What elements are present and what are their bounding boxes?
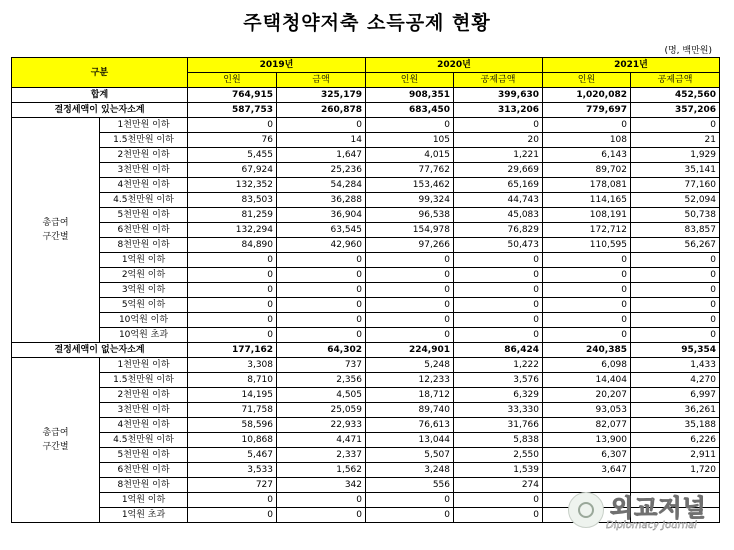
cell-value: 44,743 bbox=[454, 193, 543, 208]
cell-value: 2,550 bbox=[454, 448, 543, 463]
cell-value: 0 bbox=[631, 253, 720, 268]
cell-value: 6,143 bbox=[543, 148, 631, 163]
table-row bbox=[12, 433, 720, 448]
header-year-2021: 2021년 bbox=[543, 58, 720, 73]
table-row bbox=[12, 208, 720, 223]
cell-value: 0 bbox=[543, 328, 631, 343]
cell-value: 0 bbox=[277, 268, 366, 283]
income-band-label: 5천만원 이하 bbox=[100, 208, 188, 223]
table-row bbox=[12, 403, 720, 418]
income-band-label: 4.5천만원 이하 bbox=[100, 193, 188, 208]
header-category: 구분 bbox=[12, 58, 188, 88]
cell-value: 42,960 bbox=[277, 238, 366, 253]
cell-value: 0 bbox=[188, 328, 277, 343]
cell-value: 1,929 bbox=[631, 148, 720, 163]
cell-value: 1,720 bbox=[631, 463, 720, 478]
table-row bbox=[12, 373, 720, 388]
cell-value: 2,911 bbox=[631, 448, 720, 463]
cell-value: 50,738 bbox=[631, 208, 720, 223]
cell-value: 0 bbox=[543, 253, 631, 268]
cell-value: 0 bbox=[543, 268, 631, 283]
cell-value: 0 bbox=[454, 313, 543, 328]
cell-value: 153,462 bbox=[366, 178, 454, 193]
cell-value: 0 bbox=[188, 508, 277, 523]
cell-value: 52,094 bbox=[631, 193, 720, 208]
table-row bbox=[12, 253, 720, 268]
cell-value: 20 bbox=[454, 133, 543, 148]
header-row-years bbox=[12, 58, 720, 73]
watermark-name: 외교저널 bbox=[610, 494, 707, 522]
cell-value: 14,404 bbox=[543, 373, 631, 388]
cell-value: 71,758 bbox=[188, 403, 277, 418]
section1-subtotal-value: 587,753 bbox=[188, 103, 277, 118]
section2-subtotal-value: 64,302 bbox=[277, 343, 366, 358]
cell-value: 172,712 bbox=[543, 223, 631, 238]
globe-icon bbox=[568, 492, 604, 528]
cell-value: 81,259 bbox=[188, 208, 277, 223]
cell-value: 178,081 bbox=[543, 178, 631, 193]
table-row bbox=[12, 328, 720, 343]
cell-value: 2,337 bbox=[277, 448, 366, 463]
income-band-label: 6천만원 이하 bbox=[100, 223, 188, 238]
cell-value: 8,710 bbox=[188, 373, 277, 388]
cell-value: 1,222 bbox=[454, 358, 543, 373]
cell-value: 0 bbox=[366, 283, 454, 298]
cell-value: 0 bbox=[188, 493, 277, 508]
income-band-label: 8천만원 이하 bbox=[100, 478, 188, 493]
total-value: 764,915 bbox=[188, 88, 277, 103]
header-2019-people: 인원 bbox=[188, 73, 277, 88]
table-row bbox=[12, 313, 720, 328]
header-2021-amount: 공제금액 bbox=[631, 73, 720, 88]
cell-value: 5,455 bbox=[188, 148, 277, 163]
section2-subtotal-value: 177,162 bbox=[188, 343, 277, 358]
cell-value: 0 bbox=[454, 493, 543, 508]
cell-value: 58,596 bbox=[188, 418, 277, 433]
income-band-label: 2억원 이하 bbox=[100, 268, 188, 283]
cell-value: 10,868 bbox=[188, 433, 277, 448]
cell-value: 21 bbox=[631, 133, 720, 148]
total-row bbox=[12, 88, 720, 103]
cell-value: 6,997 bbox=[631, 388, 720, 403]
cell-value: 54,284 bbox=[277, 178, 366, 193]
cell-value: 132,294 bbox=[188, 223, 277, 238]
cell-value: 1,647 bbox=[277, 148, 366, 163]
cell-value: 14 bbox=[277, 133, 366, 148]
section1-subtotal-value: 260,878 bbox=[277, 103, 366, 118]
section1-subtotal-value: 313,206 bbox=[454, 103, 543, 118]
cell-value: 14,195 bbox=[188, 388, 277, 403]
table-row bbox=[12, 283, 720, 298]
cell-value: 0 bbox=[631, 328, 720, 343]
section1-subtotal-value: 357,206 bbox=[631, 103, 720, 118]
income-band-label: 2천만원 이하 bbox=[100, 148, 188, 163]
cell-value: 0 bbox=[188, 118, 277, 133]
income-band-label: 1천만원 이하 bbox=[100, 118, 188, 133]
cell-value: 5,467 bbox=[188, 448, 277, 463]
cell-value: 0 bbox=[366, 313, 454, 328]
cell-value: 0 bbox=[631, 298, 720, 313]
cell-value: 0 bbox=[277, 313, 366, 328]
cell-value: 67,924 bbox=[188, 163, 277, 178]
table-row bbox=[12, 178, 720, 193]
section1-group-label: 총급여 구간별 bbox=[12, 118, 100, 343]
cell-value: 93,053 bbox=[543, 403, 631, 418]
cell-value: 65,169 bbox=[454, 178, 543, 193]
cell-value: 36,288 bbox=[277, 193, 366, 208]
cell-value: 77,160 bbox=[631, 178, 720, 193]
income-band-label: 3천만원 이하 bbox=[100, 403, 188, 418]
cell-value: 0 bbox=[366, 508, 454, 523]
cell-value: 0 bbox=[366, 118, 454, 133]
cell-value: 45,083 bbox=[454, 208, 543, 223]
table-row bbox=[12, 358, 720, 373]
income-band-label: 1.5천만원 이하 bbox=[100, 133, 188, 148]
cell-value: 20,207 bbox=[543, 388, 631, 403]
income-band-label: 10억원 이하 bbox=[100, 313, 188, 328]
table-row bbox=[12, 148, 720, 163]
cell-value: 3,647 bbox=[543, 463, 631, 478]
income-band-label: 5천만원 이하 bbox=[100, 448, 188, 463]
cell-value: 6,226 bbox=[631, 433, 720, 448]
table-row bbox=[12, 223, 720, 238]
income-band-label: 6천만원 이하 bbox=[100, 463, 188, 478]
income-band-label: 1천만원 이하 bbox=[100, 358, 188, 373]
watermark-logo bbox=[562, 490, 722, 540]
cell-value: 0 bbox=[366, 268, 454, 283]
cell-value: 0 bbox=[543, 118, 631, 133]
cell-value: 35,188 bbox=[631, 418, 720, 433]
cell-value: 63,545 bbox=[277, 223, 366, 238]
cell-value: 0 bbox=[277, 328, 366, 343]
cell-value: 342 bbox=[277, 478, 366, 493]
cell-value: 33,330 bbox=[454, 403, 543, 418]
cell-value: 0 bbox=[454, 298, 543, 313]
cell-value: 0 bbox=[277, 508, 366, 523]
table-row bbox=[12, 133, 720, 148]
table-row bbox=[12, 118, 720, 133]
cell-value: 3,576 bbox=[454, 373, 543, 388]
cell-value: 154,978 bbox=[366, 223, 454, 238]
section2-subtotal-value: 224,901 bbox=[366, 343, 454, 358]
cell-value: 18,712 bbox=[366, 388, 454, 403]
cell-value: 89,702 bbox=[543, 163, 631, 178]
cell-value: 0 bbox=[366, 253, 454, 268]
cell-value: 56,267 bbox=[631, 238, 720, 253]
header-2019-amount: 금액 bbox=[277, 73, 366, 88]
table-row bbox=[12, 418, 720, 433]
table-row bbox=[12, 193, 720, 208]
cell-value: 96,538 bbox=[366, 208, 454, 223]
total-value: 452,560 bbox=[631, 88, 720, 103]
cell-value: 6,307 bbox=[543, 448, 631, 463]
total-value: 908,351 bbox=[366, 88, 454, 103]
income-band-label: 4천만원 이하 bbox=[100, 418, 188, 433]
cell-value: 84,890 bbox=[188, 238, 277, 253]
table-row bbox=[12, 298, 720, 313]
cell-value: 0 bbox=[188, 268, 277, 283]
cell-value: 0 bbox=[543, 283, 631, 298]
cell-value: 0 bbox=[543, 298, 631, 313]
section1-subtotal-value: 779,697 bbox=[543, 103, 631, 118]
cell-value: 0 bbox=[277, 118, 366, 133]
cell-value: 22,933 bbox=[277, 418, 366, 433]
income-band-label: 2천만원 이하 bbox=[100, 388, 188, 403]
section1-subtotal-label: 결정세액이 있는자소계 bbox=[12, 103, 188, 118]
cell-value: 13,044 bbox=[366, 433, 454, 448]
cell-value: 77,762 bbox=[366, 163, 454, 178]
cell-value: 0 bbox=[454, 508, 543, 523]
cell-value: 6,098 bbox=[543, 358, 631, 373]
cell-value: 0 bbox=[631, 268, 720, 283]
section2-subtotal-value: 240,385 bbox=[543, 343, 631, 358]
cell-value: 4,270 bbox=[631, 373, 720, 388]
cell-value: 76 bbox=[188, 133, 277, 148]
cell-value: 0 bbox=[454, 253, 543, 268]
cell-value: 0 bbox=[188, 253, 277, 268]
cell-value: 0 bbox=[277, 298, 366, 313]
cell-value: 2,356 bbox=[277, 373, 366, 388]
cell-value: 274 bbox=[454, 478, 543, 493]
cell-value: 25,059 bbox=[277, 403, 366, 418]
cell-value: 50,473 bbox=[454, 238, 543, 253]
cell-value: 105 bbox=[366, 133, 454, 148]
cell-value: 0 bbox=[277, 283, 366, 298]
header-year-2020: 2020년 bbox=[366, 58, 543, 73]
cell-value: 0 bbox=[454, 283, 543, 298]
cell-value: 114,165 bbox=[543, 193, 631, 208]
watermark-subtitle: Diplomacy Journal bbox=[606, 520, 697, 531]
cell-value: 0 bbox=[631, 283, 720, 298]
cell-value: 83,503 bbox=[188, 193, 277, 208]
cell-value: 4,015 bbox=[366, 148, 454, 163]
table-row bbox=[12, 268, 720, 283]
header-2021-people: 인원 bbox=[543, 73, 631, 88]
cell-value: 4,505 bbox=[277, 388, 366, 403]
cell-value: 737 bbox=[277, 358, 366, 373]
cell-value: 99,324 bbox=[366, 193, 454, 208]
deduction-table bbox=[11, 57, 720, 523]
cell-value: 0 bbox=[454, 118, 543, 133]
cell-value: 31,766 bbox=[454, 418, 543, 433]
cell-value: 0 bbox=[543, 313, 631, 328]
income-band-label: 1억원 이하 bbox=[100, 253, 188, 268]
cell-value: 12,233 bbox=[366, 373, 454, 388]
cell-value: 0 bbox=[454, 268, 543, 283]
cell-value: 25,236 bbox=[277, 163, 366, 178]
header-year-2019: 2019년 bbox=[188, 58, 366, 73]
cell-value: 1,562 bbox=[277, 463, 366, 478]
cell-value: 5,507 bbox=[366, 448, 454, 463]
cell-value: 89,740 bbox=[366, 403, 454, 418]
cell-value: 0 bbox=[454, 328, 543, 343]
cell-value: 1,433 bbox=[631, 358, 720, 373]
cell-value: 13,900 bbox=[543, 433, 631, 448]
section2-subtotal-value: 86,424 bbox=[454, 343, 543, 358]
income-band-label: 8천만원 이하 bbox=[100, 238, 188, 253]
cell-value: 4,471 bbox=[277, 433, 366, 448]
section2-group-label: 총급여 구간별 bbox=[12, 358, 100, 523]
cell-value: 5,838 bbox=[454, 433, 543, 448]
cell-value: 3,533 bbox=[188, 463, 277, 478]
cell-value: 76,829 bbox=[454, 223, 543, 238]
income-band-label: 3억원 이하 bbox=[100, 283, 188, 298]
cell-value: 1,539 bbox=[454, 463, 543, 478]
cell-value: 3,308 bbox=[188, 358, 277, 373]
cell-value: 83,857 bbox=[631, 223, 720, 238]
section1-subtotal-value: 683,450 bbox=[366, 103, 454, 118]
cell-value: 0 bbox=[631, 313, 720, 328]
cell-value: 0 bbox=[277, 493, 366, 508]
cell-value: 97,266 bbox=[366, 238, 454, 253]
page-title: 주택청약저축 소득공제 현황 bbox=[243, 12, 491, 34]
cell-value: 35,141 bbox=[631, 163, 720, 178]
cell-value: 727 bbox=[188, 478, 277, 493]
income-band-label: 4천만원 이하 bbox=[100, 178, 188, 193]
total-value: 399,630 bbox=[454, 88, 543, 103]
total-label: 합계 bbox=[12, 88, 188, 103]
cell-value: 1,221 bbox=[454, 148, 543, 163]
table-row bbox=[12, 238, 720, 253]
cell-value: 6,329 bbox=[454, 388, 543, 403]
table-row bbox=[12, 463, 720, 478]
cell-value: 5,248 bbox=[366, 358, 454, 373]
cell-value: 0 bbox=[366, 298, 454, 313]
table-row bbox=[12, 163, 720, 178]
income-band-label: 10억원 초과 bbox=[100, 328, 188, 343]
income-band-label: 5억원 이하 bbox=[100, 298, 188, 313]
table-body bbox=[12, 58, 720, 523]
section2-subtotal-label: 결정세액이 없는자소계 bbox=[12, 343, 188, 358]
table-row bbox=[12, 388, 720, 403]
total-value: 1,020,082 bbox=[543, 88, 631, 103]
income-band-label: 1억원 초과 bbox=[100, 508, 188, 523]
section2-subtotal-row bbox=[12, 343, 720, 358]
cell-value: 0 bbox=[366, 493, 454, 508]
cell-value: 556 bbox=[366, 478, 454, 493]
cell-value: 110,595 bbox=[543, 238, 631, 253]
cell-value: 0 bbox=[188, 313, 277, 328]
cell-value: 108,191 bbox=[543, 208, 631, 223]
cell-value: 36,261 bbox=[631, 403, 720, 418]
cell-value: 132,352 bbox=[188, 178, 277, 193]
total-value: 325,179 bbox=[277, 88, 366, 103]
cell-value: 3,248 bbox=[366, 463, 454, 478]
cell-value: 36,904 bbox=[277, 208, 366, 223]
income-band-label: 3천만원 이하 bbox=[100, 163, 188, 178]
income-band-label: 4.5천만원 이하 bbox=[100, 433, 188, 448]
unit-label: (명, 백만원) bbox=[664, 46, 712, 56]
cell-value: 0 bbox=[366, 328, 454, 343]
cell-value: 82,077 bbox=[543, 418, 631, 433]
income-band-label: 1.5천만원 이하 bbox=[100, 373, 188, 388]
section2-subtotal-value: 95,354 bbox=[631, 343, 720, 358]
cell-value: 0 bbox=[277, 253, 366, 268]
section1-subtotal-row bbox=[12, 103, 720, 118]
cell-value: 0 bbox=[188, 298, 277, 313]
income-band-label: 1억원 이하 bbox=[100, 493, 188, 508]
cell-value: 108 bbox=[543, 133, 631, 148]
header-2020-people: 인원 bbox=[366, 73, 454, 88]
cell-value: 76,613 bbox=[366, 418, 454, 433]
table-row bbox=[12, 448, 720, 463]
cell-value: 0 bbox=[188, 283, 277, 298]
cell-value: 29,669 bbox=[454, 163, 543, 178]
cell-value: 0 bbox=[631, 118, 720, 133]
header-2020-amount: 공제금액 bbox=[454, 73, 543, 88]
